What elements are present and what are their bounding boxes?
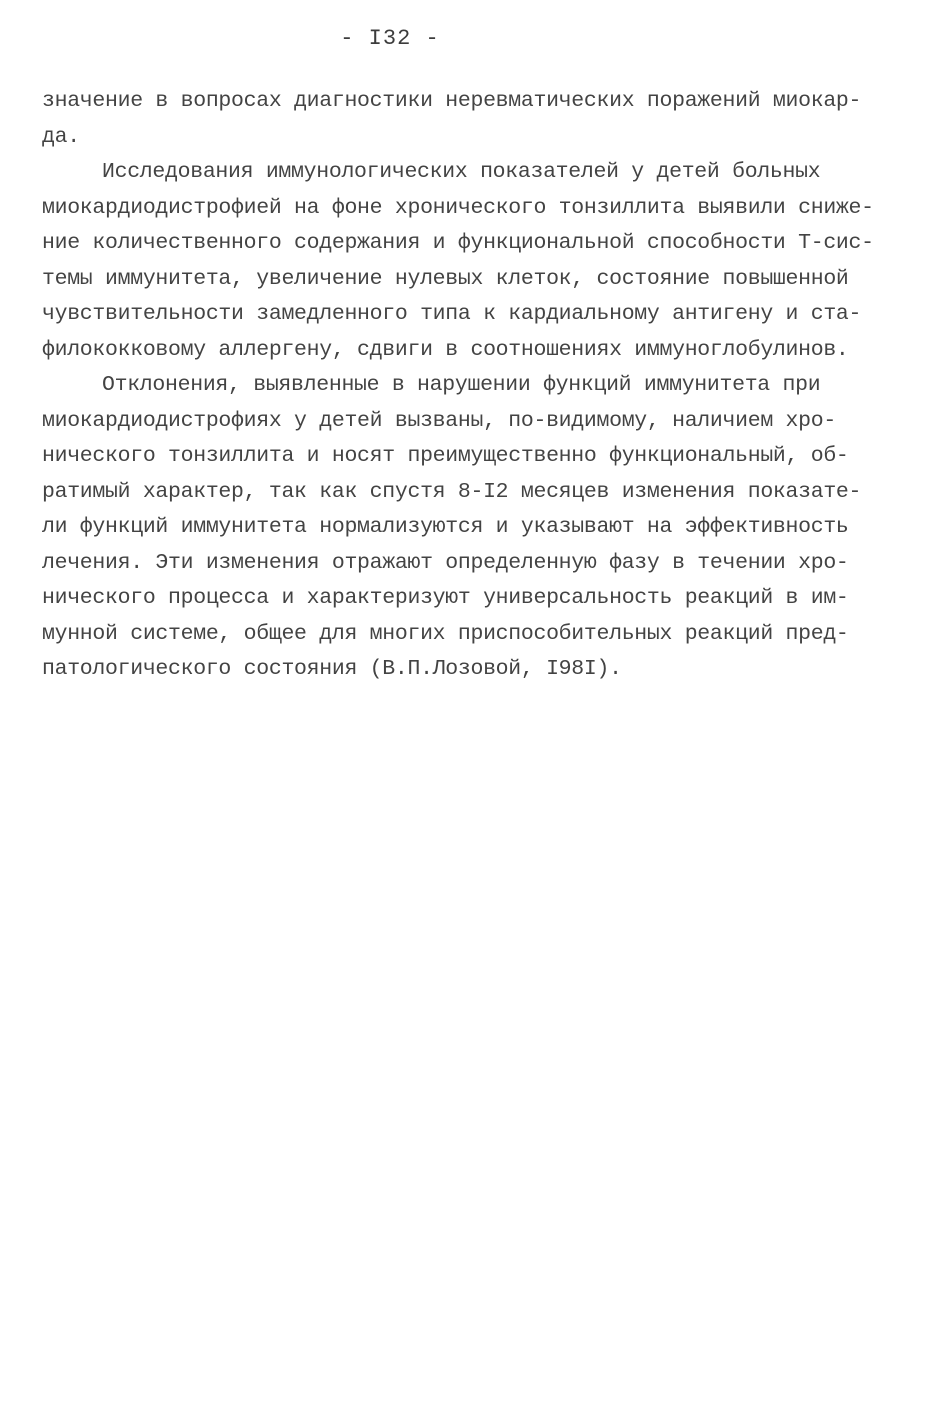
paragraph-start-line: Исследования иммунологических показателей у детей больных — [102, 160, 821, 184]
text-line: значение в вопросах диагностики неревматических поражений миокар- — [42, 89, 862, 113]
text-line: патологического состояния (В.П.Лозовой, I98I). — [42, 657, 622, 681]
text-line: лечения. Эти изменения отражают определенную фазу в течении хро- — [42, 550, 849, 575]
text-line: да. — [42, 124, 80, 149]
text-line: миокардиодистрофиях у детей вызваны, по-видимому, наличием хро- — [42, 408, 836, 433]
text-line: филококковому аллергену, сдвиги в соотношениях иммуноглобулинов. — [42, 337, 849, 362]
text-line: ли функций иммунитета нормализуются и указывают на эффективность — [42, 515, 849, 539]
page-number: - I32 - — [340, 26, 440, 51]
text-line: нического процесса и характеризуют универсальность реакций в им- — [42, 586, 849, 610]
text-line: чувствительности замедленного типа к кардиальному антигену и ста- — [42, 302, 862, 326]
body-text — [42, 84, 890, 688]
text-line: ние количественного содержания и функциональной способности Т-сис- — [42, 231, 874, 255]
paragraph-start-line: Отклонения, выявленные в нарушении функций иммунитета при — [102, 373, 821, 397]
text-line: нического тонзиллита и носят преимущественно функциональный, об- — [42, 444, 849, 468]
text-line: темы иммунитета, увеличение нулевых клеток, состояние повышенной — [42, 266, 849, 291]
text-line: мунной системе, общее для многих приспособительных реакций пред- — [42, 621, 849, 646]
text-line: ратимый характер, так как спустя 8-I2 месяцев изменения показате- — [42, 479, 862, 504]
text-line: миокардиодистрофией на фоне хронического тонзиллита выявили сниже- — [42, 195, 874, 220]
